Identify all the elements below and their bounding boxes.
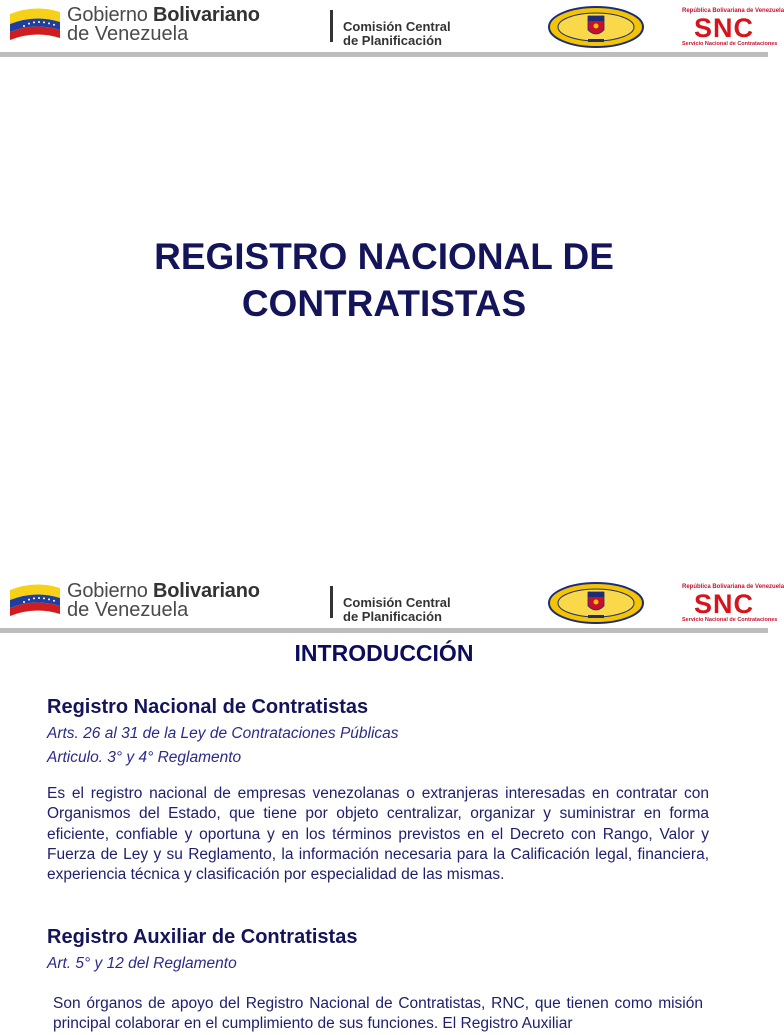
section2-reference-1: Art. 5° y 12 del Reglamento [47,955,237,972]
venezuela-flag-icon [8,4,62,42]
section1-reference-1: Arts. 26 al 31 de la Ley de Contrataciones Públicas [47,725,399,742]
section1-reference-2: Articulo. 3° y 4° Reglamento [47,749,242,766]
commission-line2: de Planificación [343,609,442,624]
commission-line1: Comisión Central [343,595,451,610]
header-divider [330,10,333,42]
section2-body: Son órganos de apoyo del Registro Nacional de Contratistas, RNC, que tienen como misión principal colaborar en el cumplimiento de sus funciones. El Registro Auxiliar [53,995,703,1033]
slide2-header [0,576,784,628]
snc-top-text: República Bolivariana de Venezuela [682,584,784,590]
slide1-title: REGISTRO NACIONAL DE CONTRATISTAS [154,236,614,324]
venezuela-flag-icon [8,580,62,618]
commission-line2: de Planificación [343,33,442,48]
snc-logo [682,584,784,624]
section1-body: Es el registro nacional de empresas venezolanas o extranjeras interesadas en contratar con Organismos del Estado, que tiene por objeto centralizar, organizar y suministrar en forma eficiente, confiable y oportuna y en los términos previstos en el Decreto con Rango, Valor y Fuerza de Ley y su Reglamento, la información necesaria para la Calificación legal, financiera, experiencia técnica y clasificación por especialidad de las mismas. [47,785,709,884]
snc-top-text: República Bolivariana de Venezuela [682,8,784,14]
gov-title-line1: Gobierno Bolivariano [67,4,260,26]
snc-bottom-text: Servicio Nacional de Contrataciones [682,41,778,47]
gov-title-line1: Gobierno Bolivariano [67,580,260,602]
slide1-header [0,0,784,52]
slide2-title: INTRODUCCIÓN [294,640,474,666]
national-seal-icon [548,582,644,624]
national-seal-icon [548,6,644,48]
gov-title-line2: de Venezuela [67,599,189,621]
snc-logo-text: SNC [693,589,754,619]
header-rule [0,628,768,633]
commission-line1: Comisión Central [343,19,451,34]
snc-bottom-text: Servicio Nacional de Contrataciones [682,617,778,623]
header-rule [0,52,768,57]
gov-title-line2: de Venezuela [67,23,189,45]
header-divider [330,586,333,618]
snc-logo-text: SNC [693,13,754,43]
section2-heading: Registro Auxiliar de Contratistas [47,926,358,948]
section1-heading: Registro Nacional de Contratistas [47,696,369,718]
snc-logo [682,8,784,48]
